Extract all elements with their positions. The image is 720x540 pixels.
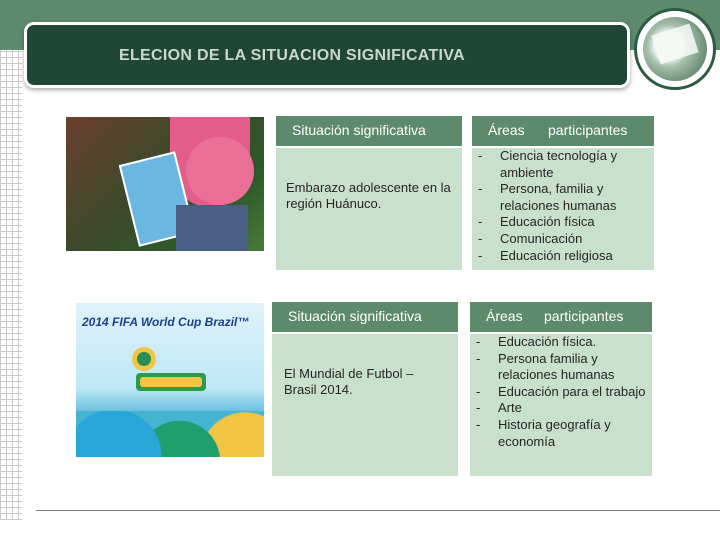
card1-header-situation: Situación significativa: [276, 116, 462, 146]
photo-jeans: [176, 205, 248, 251]
card2-situation-cell: [272, 334, 458, 476]
card2-situation-text: El Mundial de Futbol – Brasil 2014.: [284, 366, 414, 397]
list-item: - Educación física: [478, 214, 650, 231]
photo-belly: [186, 137, 254, 205]
decorative-grid: [0, 50, 22, 520]
card2-header-situation: Situación significativa: [272, 302, 458, 332]
corner-photo-icon: [634, 8, 716, 90]
list-item: - Arte: [476, 400, 646, 417]
card1-situation-cell: [276, 148, 462, 270]
list-item: - Persona familia y relaciones humanas: [476, 351, 646, 384]
world-cup-logo-image: [76, 303, 264, 457]
list-item: - Historia geografía y economía: [476, 417, 646, 450]
footer-divider: [36, 510, 720, 511]
list-item: - Persona, familia y relaciones humanas: [478, 181, 650, 214]
brasil-logo-icon: [128, 343, 212, 397]
decorative-waves: [76, 411, 264, 457]
list-item: - Educación religiosa: [478, 248, 650, 265]
list-item: - Comunicación: [478, 231, 650, 248]
card1-areas-cell: [472, 148, 654, 270]
list-item: - Ciencia tecnología y ambiente: [478, 148, 650, 181]
page-title: ELECION DE LA SITUACION SIGNIFICATIVA: [119, 47, 465, 64]
card2-areas-list: [476, 334, 646, 450]
pregnant-teen-photo: [66, 117, 264, 251]
card1-header-areas: Áreas participantes: [472, 116, 654, 146]
list-item: - Educación para el trabajo: [476, 384, 646, 401]
card2-header-areas: Áreas participantes: [470, 302, 652, 332]
list-item: - Educación física.: [476, 334, 646, 351]
card1-situation-text: Embarazo adolescente en la región Huánuco.: [286, 180, 451, 211]
title-box: [24, 22, 630, 88]
world-cup-logo-text: 2014 FIFA World Cup Brazil™: [82, 315, 250, 329]
card2-areas-cell: [470, 334, 652, 476]
card1-areas-list: [478, 148, 650, 264]
